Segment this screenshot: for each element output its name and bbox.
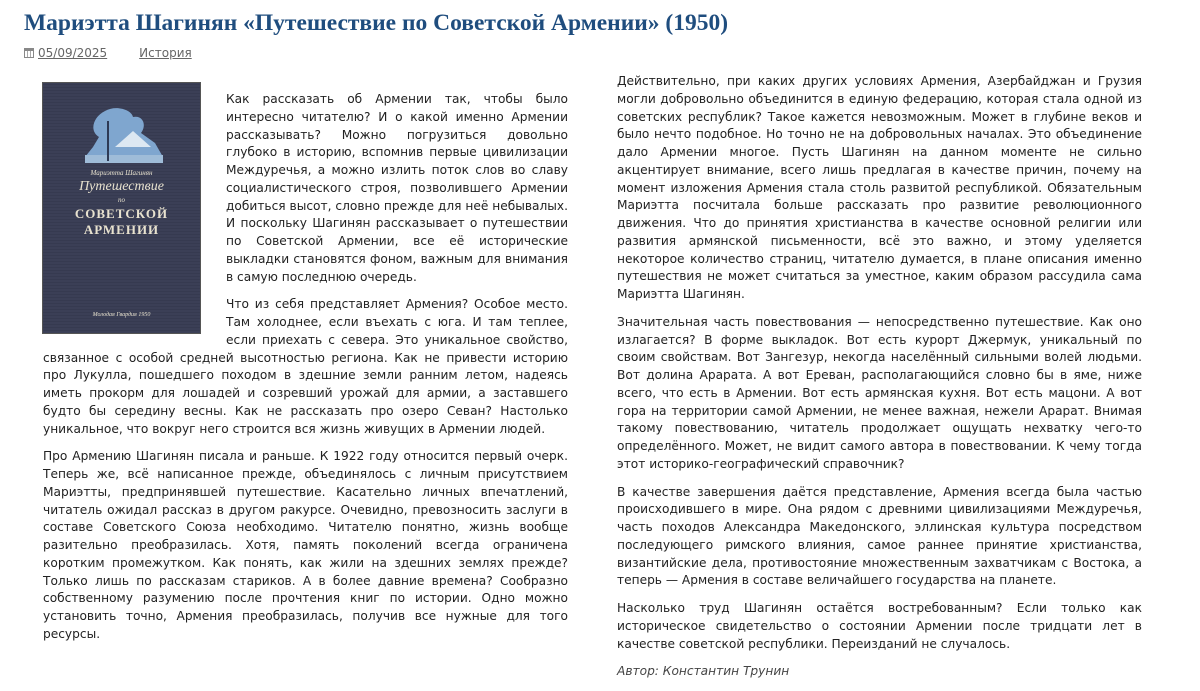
- post-meta: [24, 45, 192, 61]
- cover-title-line: СОВЕТСКОЙ: [74, 206, 169, 221]
- paragraph: Насколько труд Шагинян остаётся востребованным? Если только как историческое свидетельство о состоянии Армении после тридцати лет в качестве советской республики. Переизданий не случалось.: [617, 601, 1142, 651]
- cover-publisher: Молодая Гвардия 1950: [92, 312, 151, 318]
- cover-title-line: по: [118, 196, 125, 204]
- cover-author: Мариэтта Шагинян: [90, 169, 153, 177]
- paragraph: В качестве завершения даётся представление, Армения всегда была частью происходившего в мире. Она рядом с древними цивилизациями Междуречья, часть походов Александра Македонского, эллинская культура посредством последующего римского влияния, самое раннее принятие христианства, византийские дела, противостояние множественным захватчикам с Востока, а теперь — Армения в составе величайшего государства на планете.: [617, 484, 1142, 588]
- paragraph: Значительная часть повествования — непосредственно путешествие. Как оно излагается? В форме выкладок. Вот есть курорт Джермук, уникальный по своим свойствам. Вот Зангезур, некогда населённый сильными волей людьми. Вот долина Арарата. А вот Ереван, располагающийся словно бы в яме, ниже всего, что есть в Армении. Вот есть армянская кухня. Вот есть мацони. А вот гора на территории самой Армении, не менее важная, нежели Арарат. Внимая такому повествованию, читатель продолжает ощущать нехватку чего-то определённого. Может, не видит самого автора в повествовании. К чему тогда этот историко-географический справочник?: [617, 314, 1142, 471]
- post-date-link[interactable]: 05/09/2025: [38, 46, 108, 60]
- paragraph: Действительно, при каких других условиях Армения, Азербайджан и Грузия могли добровольно объединится в единую федерацию, которая стала одной из советских республик? Такое кажется невозможным. Может в глубине веков и было нечто подобное. Но точно не на добровольных началах. Это объединение дало Армении многое. Пусть Шагинян на данном моменте не сильно акцентирует внимание, всего лишь предлагая в качестве причин, почему на момент изложения Армения стала столь развитой республикой. Обязательным Мариэтта посчитала больше рассказать про развитие революционного движения. Что до принятия христианства в качестве основной религии или развития армянской письменности, всё это важно, и этому уделяется некоторое количество страниц, читателю думается, в плане описания именно путешествия не может считаться за уместное, каким образом рассудила сама Мариэтта Шагинян.: [617, 74, 1142, 301]
- mountain-illustration: [85, 107, 163, 163]
- book-cover-image: [43, 83, 200, 333]
- cover-title-line: Путешествие: [79, 179, 164, 194]
- cover-title-block: [43, 169, 200, 237]
- category-link[interactable]: История: [139, 46, 192, 60]
- author-credit: Автор: Константин Трунин: [617, 664, 790, 679]
- article-column-left: [43, 91, 568, 654]
- calendar-icon: [24, 48, 34, 58]
- article-column-right: [617, 73, 1142, 691]
- paragraph: Что из себя представляет Армения? Особое место. Там холоднее, если въехать с юга. И там теплее, если приехать с севера. Это уникальное свойство, связанное с особой средней высотностью региона. Как не привести историю про Лукулла, пошедшего походом в здешние земли ранним летом, надеясь иметь прокорм для лошадей и созревший урожай для армии, а заставшего будто бы середину весны. Как не рассказать про озеро Севан? Настолько уникальное, что вокруг него строится вся жизнь живущих в Армении людей.: [43, 297, 568, 436]
- cover-title-line: АРМЕНИИ: [83, 222, 160, 237]
- paragraph: Как рассказать об Армении так, чтобы было интересно читателю? И о какой именно Армении рассказывать? Можно погрузиться довольно глубоко в историю, вспомнив первые цивилизации Междуречья, а можно излить поток слов во славу социалистического строя, позволившего Армении добиться высот, словно прежде для неё небывалых. И поскольку Шагинян рассказывает о путешествии по Советской Армении, все её исторические выкладки становятся фоном, важным для внимания в самую последнюю очередь.: [226, 92, 568, 284]
- page-title: Мариэтта Шагинян «Путешествие по Советской Армении» (1950): [24, 10, 729, 36]
- paragraph: Про Армению Шагинян писала и раньше. К 1922 году относится первый очерк. Теперь же, всё написанное прежде, объединялось с личным присутствием Мариэтты, предпринявшей путешествие. Касательно личных впечатлений, читатель ожидал рассказ в другом ракурсе. Очевидно, превозносить заслуги в составе Советского Союза необходимо. Читателю понятно, жизнь вообще разительно преобразилась. Хотя, память поколений всегда ограничена коротким промежутком. Как понять, как жили на здешних землях прежде? Только лишь по рассказам стариков. А в более давние времена? Сообразно собственному разумению после прочтения книг по истории. Одно можно установить точно, Армения преобразилась, получив все нужные для того ресурсы.: [43, 449, 568, 641]
